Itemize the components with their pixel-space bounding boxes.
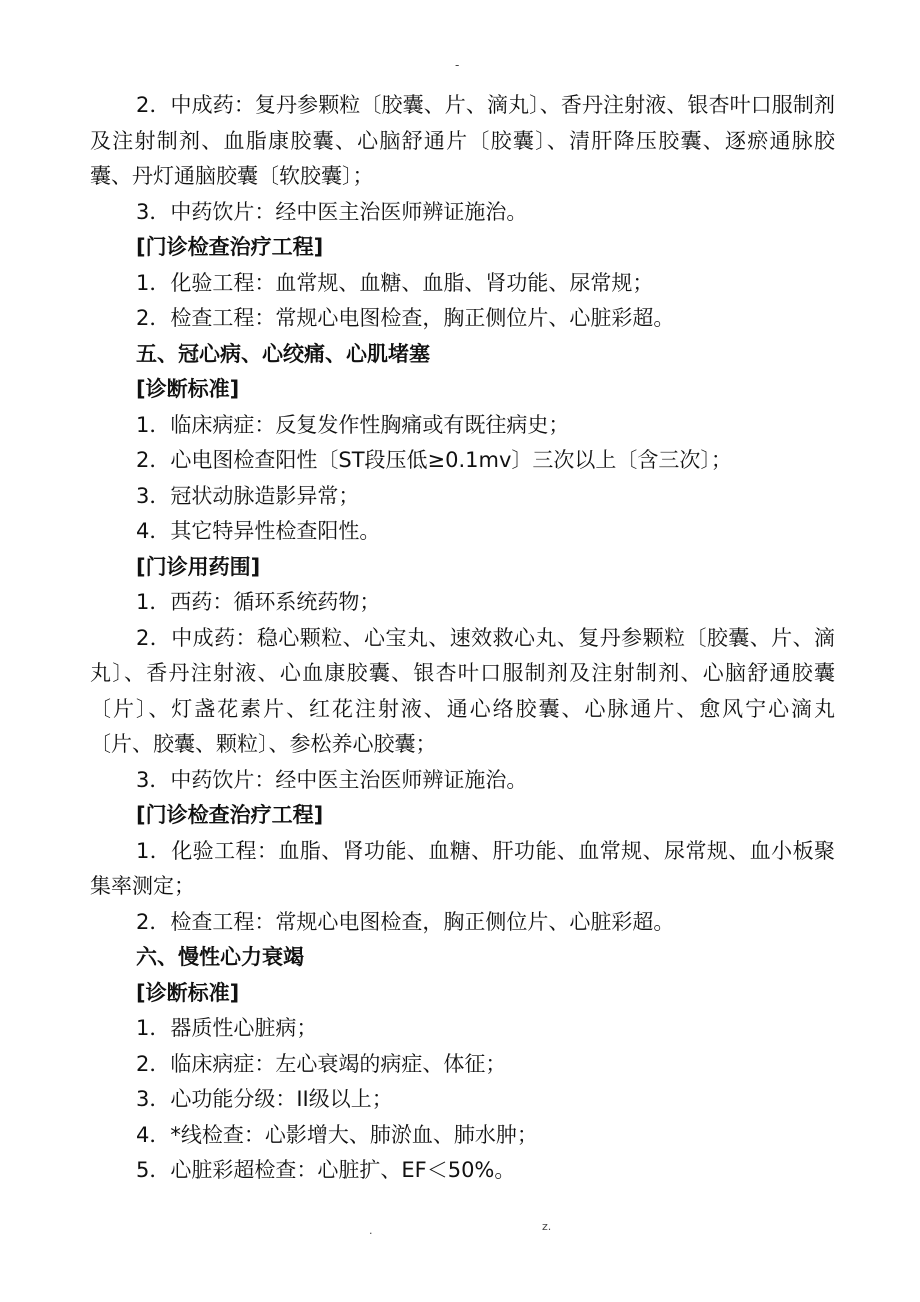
section-heading: 六、慢性心力衰竭 [136,945,304,969]
list-item: 4．*线检查：心影增大、肺淤血、肺水肿； [136,1122,538,1147]
header-mark: - [455,58,460,72]
list-item: 3．中药饮片：经中医主治医师辨证施治。 [136,767,528,792]
list-item: 1．临床病症：反复发作性胸痛或有既往病史； [136,412,570,437]
list-item: 2．心电图检查阳性〔ST段压低≥0.1mv〕三次以上〔含三次〕； [136,448,732,472]
paragraph: 2．中成药：稳心颗粒、心宝丸、速效救心丸、复丹参颗粒〔胶囊、片、滴丸〕、香丹注射液、心血康胶囊、银杏叶口服制剂及注射制剂、心脑舒通胶囊〔片〕、灯盏花素片、红花注射液、通心络胶囊、心脉通片、愈风宁心滴丸〔片、胶囊、颗粒〕、参松养心胶囊； [90,625,835,756]
list-item: 1．器质性心脏病； [136,1016,318,1040]
section-heading: [门诊用药围] [136,554,261,579]
section-heading: [门诊检查治疗工程] [136,235,324,259]
list-item: 1．西药：循环系统药物； [136,590,381,614]
list-item: 4．其它特异性检查阳性。 [136,519,381,543]
section-heading: [门诊检查治疗工程] [136,803,324,827]
paragraph: 2．中成药：复丹参颗粒〔胶囊、片、滴丸〕、香丹注射液、银杏叶口服制剂及注射制剂、血脂康胶囊、心脑舒通片〔胶囊〕、清肝降压胶囊、逐瘀通脉胶囊、丹灯通脑胶囊〔软胶囊〕； [90,93,835,188]
footer-left-mark: . [369,1224,373,1237]
list-item: 2．检查工程：常规心电图检查，胸正侧位片、心脏彩超。 [136,909,675,934]
footer-right-mark: z. [542,1220,552,1233]
paragraph: 1．化验工程：血脂、肾功能、血糖、肝功能、血常规、尿常规、血小板聚集率测定； [90,838,835,898]
list-item: 5．心脏彩超检查：心脏扩、EF＜50%。 [136,1158,516,1182]
list-item: 3．冠状动脉造影异常； [136,483,360,508]
list-item: 2．检查工程：常规心电图检查，胸正侧位片、心脏彩超。 [136,306,675,330]
list-item: 1．化验工程：血常规、血糖、血脂、肾功能、尿常规； [136,270,654,295]
list-item: 3．中药饮片：经中医主治医师辨证施治。 [136,199,528,224]
section-heading: [诊断标准] [136,980,240,1005]
section-heading: 五、冠心病、心绞痛、心肌堵塞 [136,341,430,366]
list-item: 3．心功能分级：II级以上； [136,1087,393,1111]
section-heading: [诊断标准] [136,377,240,401]
list-item: 2．临床病症：左心衰竭的病症、体征； [136,1051,507,1076]
document-body [90,88,835,1189]
